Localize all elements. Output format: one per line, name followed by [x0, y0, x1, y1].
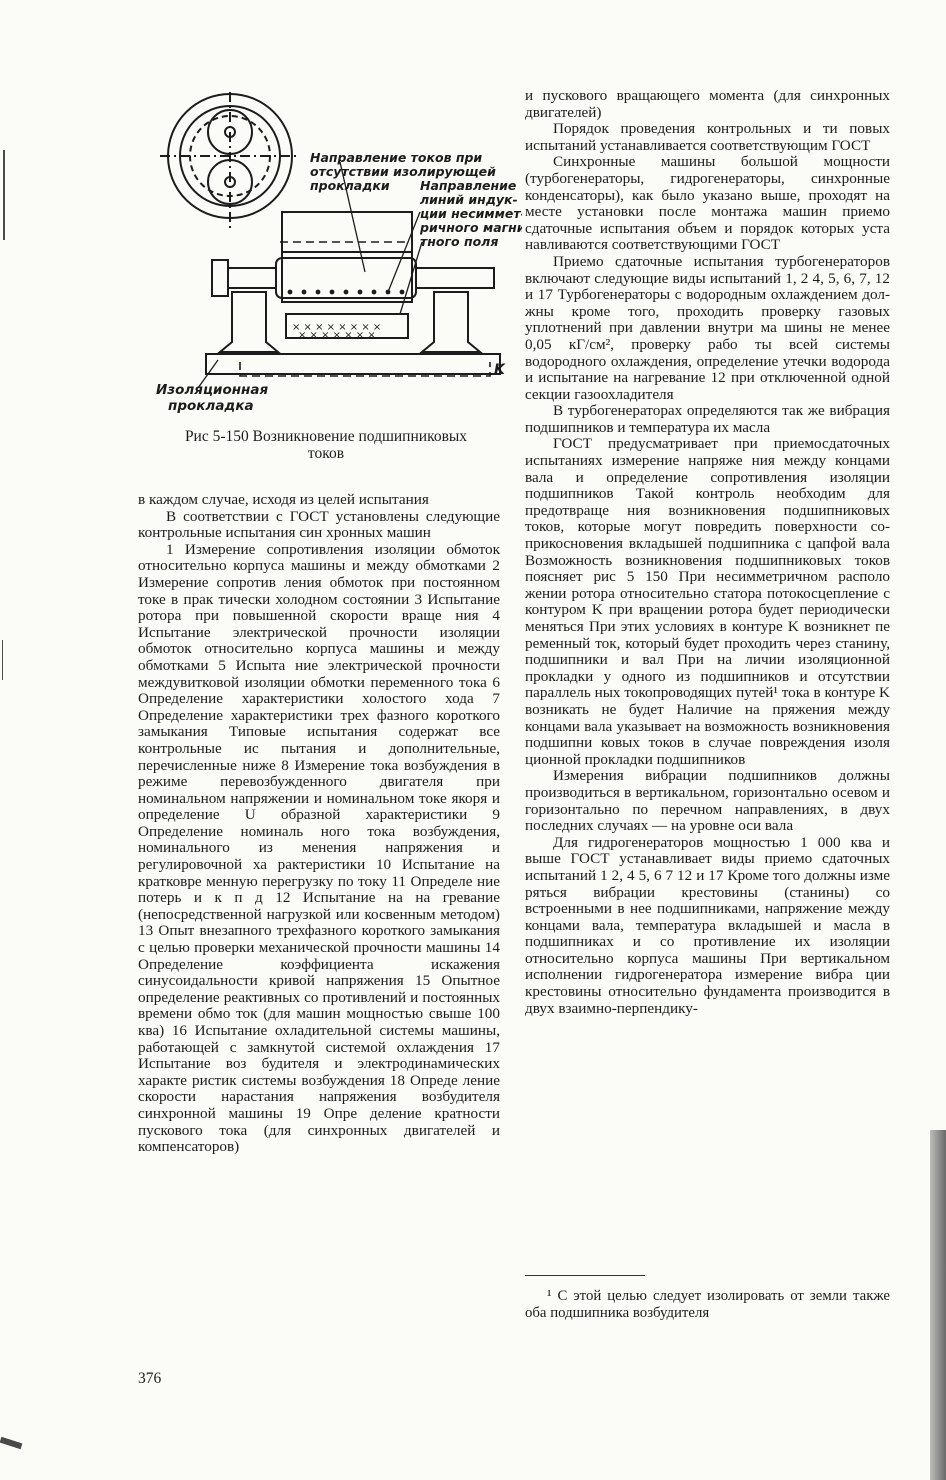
svg-text:× × × × × × × ×: × × × × × × × × — [292, 322, 382, 333]
label-currents-1: Направление токов при — [310, 150, 483, 165]
left-paragraph-3: 1 Измерение сопротивления изоляции обмоток относительно корпуса машины и между обмотками 2 Измерение сопротив ления обмоток при постоянном токе в прак тически холодном состоянии 3 Испытание ротора при повышенной скорости враще ния 4 Испытание электрической прочности изоляции обмоток относительно корпуса машины и между обмотками 5 Испыта ние электрической прочности междувитковой изоляции обмотки переменного тока 6 Определение характеристики холостого хода 7 Определение характеристики трех фазного короткого замыкания Типовые испытания содержат все контрольные ис пытания и дополнительные, перечисленные ниже 8 Измерение тока возбуждения в режиме перевозбужденного двигателя при номинальном напряжении и номинальном токе якоря и определение U образной характеристики 9 Определение номиналь ного тока возбуждения, номинального из менения напряжения и регулировочной ха рактеристики 10 Испытание на кратковре менную перегрузку по току 11 Определе ние потерь и к п д 12 Испытание на на гревание (непосредственной нагрузкой или косвенным методом) 13 Опыт внезапного трехфазного короткого замыкания с целью проверки механической прочности машины 14 Определение коэффициента искажения синусоидальности кривой напряжения 15 Опытное определение реактивных со противлений и постоянных времени обмо ток (для машин мощностью свыше 100 ква) 16 Испытание охладительной системы машины, работающей с замкнутой системой охлаждения 17 Испытание воз будителя и электродинамических характе ристик системы возбуждения 18 Опреде ление скорости нарастания напряжения возбудителя синхронной машины 19 Опре деление кратности пускового тока (для синхронных двигателей и компенсаторов) — [138, 540, 500, 1156]
figure-caption — [140, 428, 512, 462]
right-paragraph-7: Измерения вибрации подшипников должны производиться в вертикальном, горизонтально осевом и горизонтально по перечном направлениях, в двух последних случаях — на уровне оси вала — [525, 767, 890, 835]
right-paragraph-2: Порядок проведения контрольных и ти повых испытаний устанавливается соответствующим ГОСТ — [525, 120, 890, 154]
label-currents-3: прокладки — [310, 178, 390, 193]
caption-line-1: Рис 5-150 Возникновение подшипниковых — [184, 428, 468, 445]
label-flux-3: ции несиммет- — [420, 206, 522, 221]
right-column — [525, 88, 890, 1017]
footnote: ¹ С этой целью следует изолировать от земли также оба подшипника возбудителя — [525, 1288, 890, 1321]
right-paragraph-8: Для гидрогенераторов мощностью 1 000 ква и выше ГОСТ устанавливает виды приемо сдаточных испытаний 1 2, 4 5, 6 7 12 и 17 Кроме того должны изме ряться вибрации крестовины (станины) со встроенными в нее подшипниками, напряжение между концами вала, температура вкладышей и масла в подшипниках и со противление их изоляции относительно корпуса машины При вертикальном исполнении гидрогенератора измерение вибра ции крестовины относительно фундамента производится в двух взаимно-перпендику- — [525, 833, 890, 1017]
scan-edge-mark — [0, 1437, 22, 1450]
svg-text:× × × × × × ×: × × × × × × × — [298, 330, 376, 341]
right-paragraph-1: и пускового вращающего момента (для синхронных двигателей) — [525, 87, 890, 121]
left-paragraph-2: В соответствии с ГОСТ установлены следующие контрольные испытания син хронных машин — [138, 507, 500, 542]
page-number: 376 — [138, 1370, 162, 1387]
label-flux-2: линий индук- — [420, 192, 518, 207]
footnote-rule — [525, 1275, 645, 1276]
label-insulation-1: Изоляционная — [156, 382, 269, 398]
right-paragraph-4: Приемо сдаточные испытания турбогенераторов включают следующие виды испытаний 1, 2 4, 5, 6, 7, 12 и 17 Турбогенераторы с водородным охлаждением должны кроме того, проходить проверку газовых уплотнений при давлении внутри ма шины не менее 0,05 кГ/см², проверку рабо ты всей системы водородного охлаждения, определение утечки водорода и испытание на нагревание 12 при отключенной одной секции газоохладителя — [525, 252, 890, 403]
right-paragraph-3: Синхронные машины большой мощности (турбогенераторы, гидрогенераторы, синхронные конденсаторы), как было указано выше, проходят на месте установки после монтажа машин приемо сдаточные испытания объем и порядок которых уста навливаются соответствующими ГОСТ — [525, 153, 890, 254]
figure-drawing — [150, 92, 522, 422]
right-paragraph-6: ГОСТ предусматривает при приемосдаточных испытаниях измерение напряже ния между концами вала и определение сопротивления изоляции подшипников Такой контроль необходим для предотвраще ния возникновения подшипниковых токов, которые могут повредить поверхности соприкосновения вкладышей подшипника с цапфой вала Возможность возникновения подшипниковых токов поясняет рис 5 150 При несимметричном располо жении ротора относительно статора потокосцепление с контуром K при вращении ротора будет периодически меняться При этих условиях в контуре K возникнет пе ременный ток, который будет проходить через станину, подшипники и вал При на личии изоляционной прокладки у одного из подшипников и отсутствии параллель ных токопроводящих путей¹ тока в контуре K возникать не будет Наличие на пряжения между концами вала указывает на возможность возникновения подшипни ковых токов в случае повреждения изоля ционной прокладки подшипников — [525, 435, 890, 768]
label-flux-1: Направление — [420, 178, 517, 193]
scan-edge-mark — [2, 640, 3, 680]
right-paragraph-5: В турбогенераторах определяются так же вибрация подшипников и температура их масла — [525, 402, 890, 436]
label-k: K — [494, 362, 505, 378]
label-insulation-2: прокладка — [168, 398, 254, 414]
label-flux-4: ричного магни- — [420, 220, 522, 235]
caption-line-2: токов — [307, 445, 345, 462]
left-column — [138, 492, 500, 1156]
scan-edge-mark — [3, 150, 5, 240]
scan-edge-band — [930, 1130, 946, 1480]
figure-bearing-currents — [150, 92, 522, 422]
left-paragraph-1: в каждом случае, исходя из целей испытания — [138, 491, 429, 508]
label-flux-5: тного поля — [420, 234, 499, 249]
label-currents-2: отсутствии изолирующей — [310, 164, 496, 179]
